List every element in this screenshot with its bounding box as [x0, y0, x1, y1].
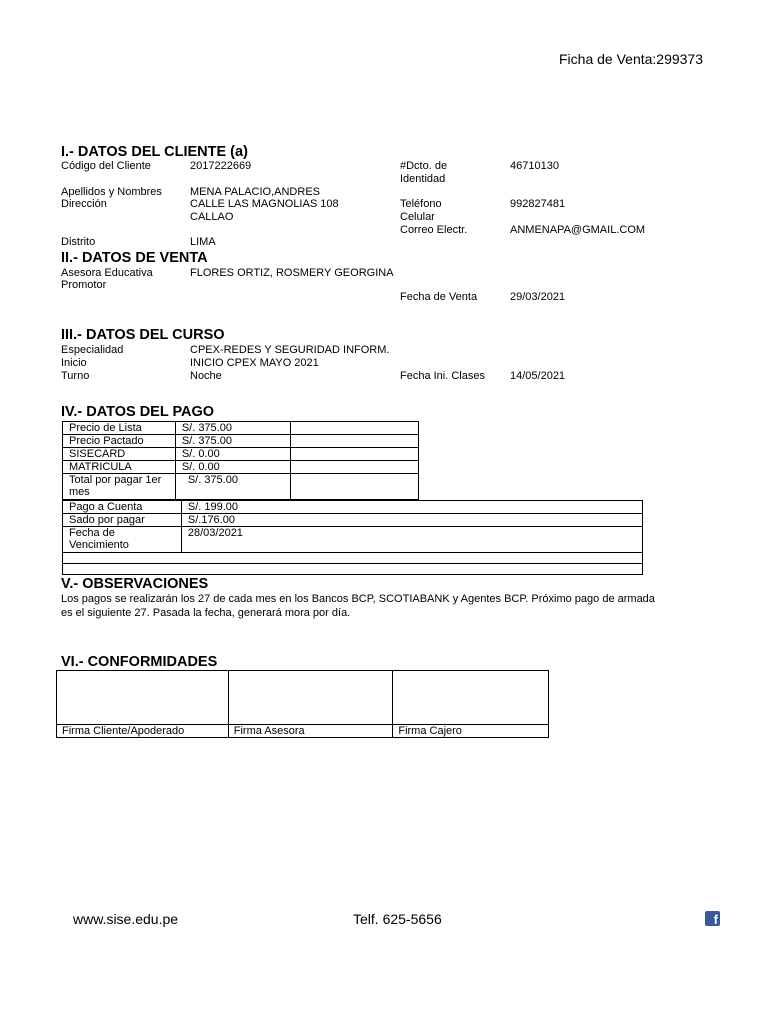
especialidad-value: CPEX-REDES Y SEGURIDAD INFORM. — [190, 344, 390, 356]
observaciones-line-1: Los pagos se realizarán los 27 de cada mes en los Bancos BCP, SCOTIABANK y Agentes BCP. Próximo pago de armada — [61, 593, 655, 605]
correo-label: Correo Electr. — [400, 224, 468, 236]
footer-website[interactable]: www.sise.edu.pe — [73, 911, 179, 927]
observaciones-line-2: es el siguiente 27. Pasada la fecha, generará mora por día. — [61, 607, 351, 619]
vencimiento-value: 28/03/2021 — [181, 527, 642, 553]
table-row — [63, 422, 419, 435]
pago-cuenta-value: S/. 199.00 — [181, 501, 642, 514]
pago-table-bottom — [62, 500, 643, 575]
precio-pactado-label: Precio Pactado — [63, 435, 176, 448]
promotor-label: Promotor — [61, 279, 107, 291]
table-row — [63, 527, 643, 553]
dcto-label-1: #Dcto. de — [400, 160, 448, 172]
firma-cliente-box — [57, 671, 229, 725]
firma-asesora-box — [228, 671, 393, 725]
precio-lista-value: S/. 375.00 — [175, 422, 290, 435]
codigo-value: 2017222669 — [190, 160, 252, 172]
inicio-label: Inicio — [61, 357, 87, 369]
distrito-value: LIMA — [190, 236, 216, 248]
dcto-label-2: Identidad — [400, 173, 446, 185]
table-row — [63, 514, 643, 527]
vencimiento-label-1: Fecha de — [69, 527, 115, 539]
section-title-conformidades: VI.- CONFORMIDADES — [61, 654, 218, 670]
turno-value: Noche — [190, 370, 222, 382]
codigo-label: Código del Cliente — [61, 160, 151, 172]
distrito-label: Distrito — [61, 236, 96, 248]
especialidad-label: Especialidad — [61, 344, 124, 356]
vencimiento-label-2: Vencimiento — [69, 539, 129, 551]
direccion-label: Dirección — [61, 198, 107, 210]
inicio-value: INICIO CPEX MAYO 2021 — [190, 357, 319, 369]
ficha-de-venta: Ficha de Venta:299373 — [559, 51, 704, 67]
telefono-label: Teléfono — [400, 198, 442, 210]
table-row — [57, 725, 549, 738]
celular-label: Celular — [400, 211, 435, 223]
asesora-value: FLORES ORTIZ, ROSMERY GEORGINA — [190, 267, 394, 279]
section-title-cliente: I.- DATOS DEL CLIENTE (a) — [61, 144, 248, 160]
asesora-label: Asesora Educativa — [61, 267, 153, 279]
section-title-venta: II.- DATOS DE VENTA — [61, 250, 208, 266]
total-value: S/. 375.00 — [175, 474, 290, 500]
fecha-ini-label: Fecha Ini. Clases — [400, 370, 485, 382]
precio-pactado-value: S/. 375.00 — [175, 435, 290, 448]
precio-lista-label: Precio de Lista — [63, 422, 176, 435]
total-label-1: Total por pagar 1er — [69, 474, 162, 486]
nombres-value: MENA PALACIO,ANDRES — [190, 186, 320, 198]
firma-cajero-box — [393, 671, 549, 725]
table-row — [63, 553, 643, 564]
fecha-venta-label: Fecha de Venta — [400, 291, 478, 303]
section-title-curso: III.- DATOS DEL CURSO — [61, 327, 225, 343]
fecha-venta-value: 29/03/2021 — [510, 291, 566, 303]
pago-cuenta-label: Pago a Cuenta — [63, 501, 182, 514]
dcto-value: 46710130 — [510, 160, 559, 172]
table-row — [63, 474, 419, 500]
facebook-icon[interactable]: f — [705, 911, 720, 926]
total-label-2: mes — [69, 486, 90, 498]
turno-label: Turno — [61, 370, 90, 382]
nombres-label: Apellidos y Nombres — [61, 186, 162, 198]
sisecard-value: S/. 0.00 — [175, 448, 290, 461]
fecha-ini-value: 14/05/2021 — [510, 370, 566, 382]
pago-table-top — [62, 421, 419, 500]
firma-cajero-label: Firma Cajero — [393, 725, 549, 738]
correo-value: ANMENAPA@GMAIL.COM — [510, 224, 646, 236]
table-row — [63, 461, 419, 474]
telefono-value: 992827481 — [510, 198, 566, 210]
firma-cliente-label: Firma Cliente/Apoderado — [57, 725, 229, 738]
table-row — [63, 501, 643, 514]
firma-asesora-label: Firma Asesora — [228, 725, 393, 738]
section-title-pago: IV.- DATOS DEL PAGO — [61, 404, 215, 420]
section-title-observaciones: V.- OBSERVACIONES — [61, 576, 209, 592]
table-row — [63, 435, 419, 448]
matricula-value: S/. 0.00 — [175, 461, 290, 474]
saldo-label: Sado por pagar — [63, 514, 182, 527]
sisecard-label: SISECARD — [63, 448, 176, 461]
table-row — [57, 671, 549, 725]
matricula-label: MATRICULA — [63, 461, 176, 474]
direccion-value-2: CALLAO — [190, 211, 234, 223]
firmas-table — [56, 670, 549, 738]
direccion-value-1: CALLE LAS MAGNOLIAS 108 — [190, 198, 339, 210]
table-row — [63, 564, 643, 575]
table-row — [63, 448, 419, 461]
saldo-value: S/.176.00 — [181, 514, 642, 527]
footer-telefono: Telf. 625-5656 — [353, 911, 442, 927]
